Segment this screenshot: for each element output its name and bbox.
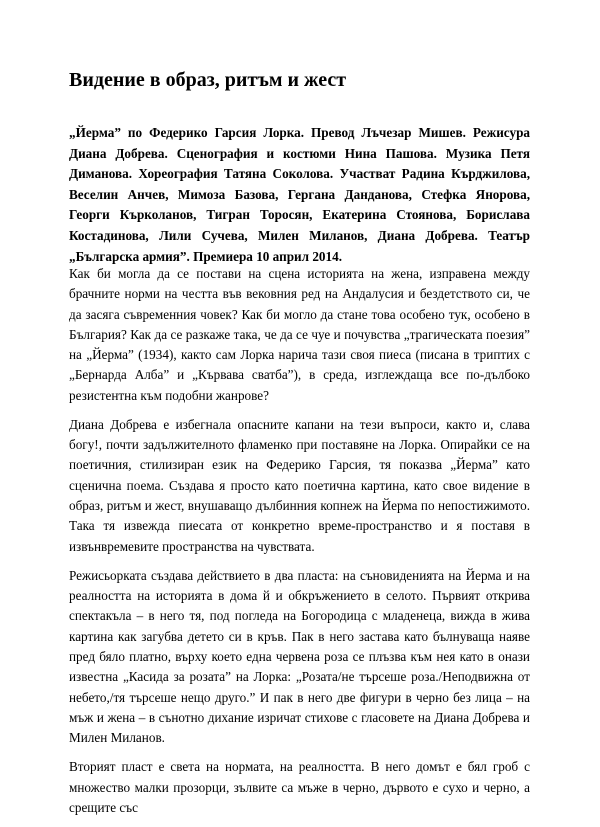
article-title: Видение в образ, ритъм и жест (69, 69, 347, 91)
body-paragraph: Диана Добрева е избегнала опасните капани на тези въпроси, както и, слава богу!, почти задължителното фламенко при поставяне на Лорка. Опирайки се на поетичния, стилизиран език на Федерико Гарсия, тя показва „Йерма” като сценична поема. Създава я просто като поетична картина, като свое видение в образ, ритъм и жест, внушаващо дълбинния копнеж на Йерма по непостижимото. Така тя извежда пиесата от конкретно време-пространство и я поставя в извънвремевите пространства на чувствата. (69, 416, 530, 554)
body-paragraph: Режисьорката създава действието в два пласта: на съновиденията на Йерма и на реалността на историята в дома й и обкръжението в селото. Първият открива спектакъла – в него тя, под погледа на Богородица с младенеца, вижда в жива картина как загубва детето си в кръв. Пак в него застава като бълнуваща наяве пред бяло платно, върху което една червена роза се плъзва към нея като в онази известна „Касида за розата” на Лорка: „Розата/не търсеше роза./Неподвижна от небето,/тя търсеше нещо друго.” И пак в него две фигури в черно без лица – на мъж и жена – в сънотно дихание изричат стихове с гласовете на Диана Добрева и Милен Миланов. (69, 567, 530, 746)
production-credits: „Йерма” по Федерико Гарсия Лорка. Превод Лъчезар Мишев. Режисура Диана Добрева. Сценография и костюми Нина Пашова. Музика Петя Диманова. Хореография Татяна Соколова. Участват Радина Кърджилова, Веселин Анчев, Мимоза Базова, Гергана Данданова, Стефка Янорова, Георги Кърколанов, Тигран Торосян, Екатерина Стоянова, Борислава Костадинова, Лили Сучева, Милен Миланов, Диана Добрева. Театър „Българска армия”. Премиера 10 април 2014. (69, 125, 530, 264)
body-paragraph: Как би могла да се постави на сцена историята на жена, изправена между брачните норми на честта във вековния ред на Андалусия и бездетството си, че да засяга съвременния човек? Как би могло да стане това особено тук, особено в България? Как да се разкаже така, че да се чуе и почувства „трагическата поезия” на „Йерма” (1934), както сам Лорка нарича тази своя пиеса (писана в триптих с „Бернарда Алба” и „Кървава сватба”), в среда, изглеждаща все по-дълбоко резистентна към подобни жанрове? (69, 266, 530, 403)
article-body (69, 264, 530, 827)
body-paragraph: Вторият пласт е света на нормата, на реалността. В него домът е бял гроб с множество малки прозорци, зълвите са мъже в черно, дървото е сухо и черно, а срещите със (69, 759, 530, 815)
